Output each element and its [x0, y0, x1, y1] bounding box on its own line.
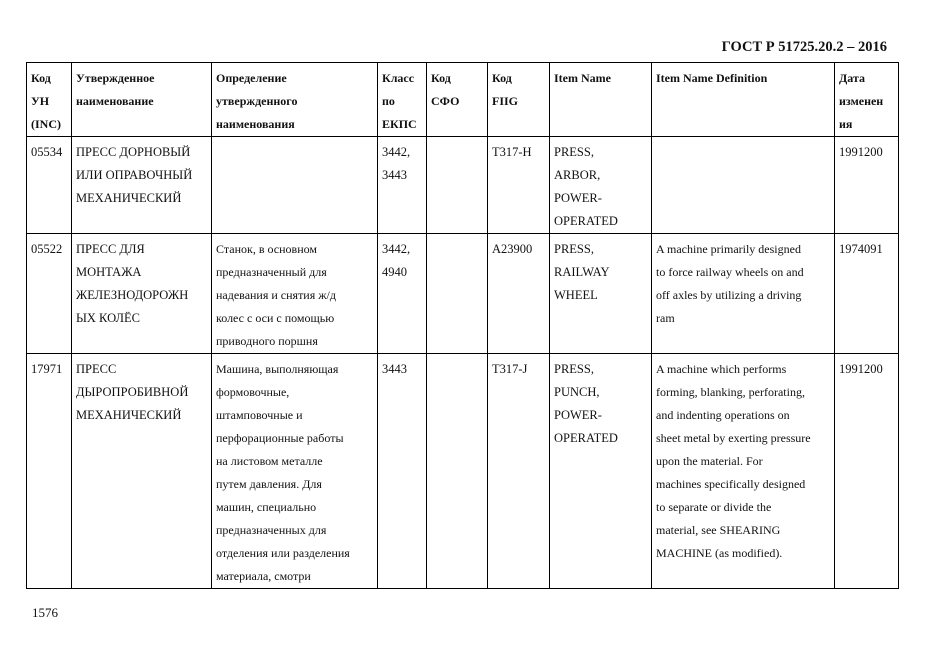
cell-text-line: ДЫРОПРОБИВНОЙ [76, 385, 189, 399]
cell-text-line: наименование [76, 94, 154, 108]
cell-text-line: Item Name Definition [656, 71, 768, 85]
page-number: 1576 [32, 605, 58, 620]
cell-text-line: ПРЕСС ДЛЯ [76, 242, 145, 256]
cell-text-line: Дата [839, 71, 865, 85]
cell-text-line: СФО [431, 94, 460, 108]
cell-text-line: 4940 [382, 265, 407, 279]
cell-text-line: колес с оси с помощью [216, 311, 335, 325]
cell-text-line: A machine primarily designed [656, 242, 801, 256]
cell-item-name-definition [652, 354, 835, 589]
cell-text-line: (INC) [31, 117, 61, 131]
cell-text-line: путем давления. Для [216, 477, 322, 491]
cell-item-name [550, 354, 652, 589]
cell-text-line: POWER- [554, 191, 602, 205]
cell-text-line: штамповочные и [216, 408, 303, 422]
cell-text-line: формовочные, [216, 385, 290, 399]
cell-text-line: sheet metal by exerting pressure [656, 431, 811, 445]
cell-text-line: POWER- [554, 408, 602, 422]
cell-text-line: Определение [216, 71, 287, 85]
cell-fiig-code: T317-H [488, 137, 550, 234]
cell-text-line: off axles by utilizing a driving [656, 288, 802, 302]
catalog-table [26, 62, 899, 589]
cell-approved-name [72, 137, 212, 234]
cell-text-line: PRESS, [554, 145, 594, 159]
cell-text-line: Утвержденное [76, 71, 155, 85]
cell-text-line: Станок, в основном [216, 242, 317, 256]
cell-text-line: 3443 [382, 362, 407, 376]
cell-text-line: 3442, [382, 242, 411, 256]
cell-text-line: OPERATED [554, 431, 618, 445]
cell-text-line: МЕХАНИЧЕСКИЙ [76, 408, 182, 422]
cell-text-line: машин, специально [216, 500, 317, 514]
col-header-change-date [835, 63, 899, 137]
cell-definition [212, 354, 378, 589]
cell-item-name [550, 234, 652, 354]
cell-text-line: PRESS, [554, 362, 594, 376]
cell-text-line: ПРЕСС ДОРНОВЫЙ [76, 145, 191, 159]
cell-text-line: upon the material. For [656, 454, 763, 468]
col-header-definition [212, 63, 378, 137]
cell-text-line: FIIG [492, 94, 519, 108]
cell-text-line: Код [31, 71, 51, 85]
cell-ekps-class [378, 234, 427, 354]
cell-text-line: to force railway wheels on and [656, 265, 804, 279]
col-header-sfo-code [427, 63, 488, 137]
cell-text-line: 3443 [382, 168, 407, 182]
cell-text-line: ЖЕЛЕЗНОДОРОЖН [76, 288, 189, 302]
cell-text-line: ЫХ КОЛЁС [76, 311, 140, 325]
cell-ekps-class [378, 354, 427, 589]
cell-fiig-code: A23900 [488, 234, 550, 354]
cell-text-line: machines specifically designed [656, 477, 806, 491]
document-header: ГОСТ Р 51725.20.2 – 2016 [721, 39, 887, 55]
cell-text-line: WHEEL [554, 288, 598, 302]
cell-text-line: MACHINE (as modified). [656, 546, 783, 560]
cell-item-name [550, 137, 652, 234]
cell-text-line: предназначенных для [216, 523, 327, 537]
col-header-inc [27, 63, 72, 137]
cell-text-line: and indenting operations on [656, 408, 790, 422]
cell-text-line: утвержденного [216, 94, 298, 108]
col-header-fiig-code [488, 63, 550, 137]
cell-text-line: material, see SHEARING [656, 523, 781, 537]
cell-text-line: приводного поршня [216, 334, 318, 348]
cell-change-date: 1991200 [835, 354, 899, 589]
cell-text-line: RAILWAY [554, 265, 610, 279]
cell-item-name-definition [652, 234, 835, 354]
cell-inc: 05534 [27, 137, 72, 234]
col-header-item-name [550, 63, 652, 137]
cell-sfo-code [427, 234, 488, 354]
cell-text-line: Item Name [554, 71, 611, 85]
cell-text-line: отделения или разделения [216, 546, 350, 560]
cell-text-line: ия [839, 117, 853, 131]
cell-text-line: надевания и снятия ж/д [216, 288, 336, 302]
cell-text-line: ПРЕСС [76, 362, 117, 376]
cell-text-line: МОНТАЖА [76, 265, 142, 279]
cell-sfo-code [427, 354, 488, 589]
cell-text-line: to separate or divide the [656, 500, 772, 514]
cell-text-line: PRESS, [554, 242, 594, 256]
cell-approved-name [72, 234, 212, 354]
cell-text-line: изменен [839, 94, 884, 108]
cell-text-line: OPERATED [554, 214, 618, 228]
cell-change-date: 1974091 [835, 234, 899, 354]
cell-text-line: ЕКПС [382, 117, 417, 131]
cell-approved-name [72, 354, 212, 589]
cell-text-line: материала, смотри [216, 569, 311, 583]
table-row [27, 354, 899, 589]
cell-definition [212, 137, 378, 234]
cell-text-line: Код [431, 71, 451, 85]
col-header-ekps-class [378, 63, 427, 137]
cell-text-line: Машина, выполняющая [216, 362, 339, 376]
cell-text-line: по [382, 94, 395, 108]
cell-text-line: A machine which performs [656, 362, 787, 376]
cell-text-line: forming, blanking, perforating, [656, 385, 805, 399]
cell-inc: 05522 [27, 234, 72, 354]
cell-item-name-definition [652, 137, 835, 234]
cell-text-line: перфорационные работы [216, 431, 344, 445]
cell-text-line: на листовом металле [216, 454, 323, 468]
col-header-approved-name [72, 63, 212, 137]
table-row [27, 137, 899, 234]
cell-text-line: УН [31, 94, 50, 108]
cell-text-line: МЕХАНИЧЕСКИЙ [76, 191, 182, 205]
cell-text-line: Класс [382, 71, 415, 85]
cell-text-line: 3442, [382, 145, 411, 159]
cell-text-line: наименования [216, 117, 295, 131]
cell-text-line: Код [492, 71, 512, 85]
col-header-item-name-definition [652, 63, 835, 137]
cell-text-line: PUNCH, [554, 385, 600, 399]
cell-fiig-code: T317-J [488, 354, 550, 589]
header-row [27, 63, 899, 137]
cell-ekps-class [378, 137, 427, 234]
cell-inc: 17971 [27, 354, 72, 589]
cell-definition [212, 234, 378, 354]
cell-text-line: ИЛИ ОПРАВОЧНЫЙ [76, 168, 193, 182]
table-row [27, 234, 899, 354]
cell-text-line: ram [656, 311, 675, 325]
cell-text-line: предназначенный для [216, 265, 327, 279]
cell-text-line: ARBOR, [554, 168, 601, 182]
cell-change-date: 1991200 [835, 137, 899, 234]
cell-sfo-code [427, 137, 488, 234]
